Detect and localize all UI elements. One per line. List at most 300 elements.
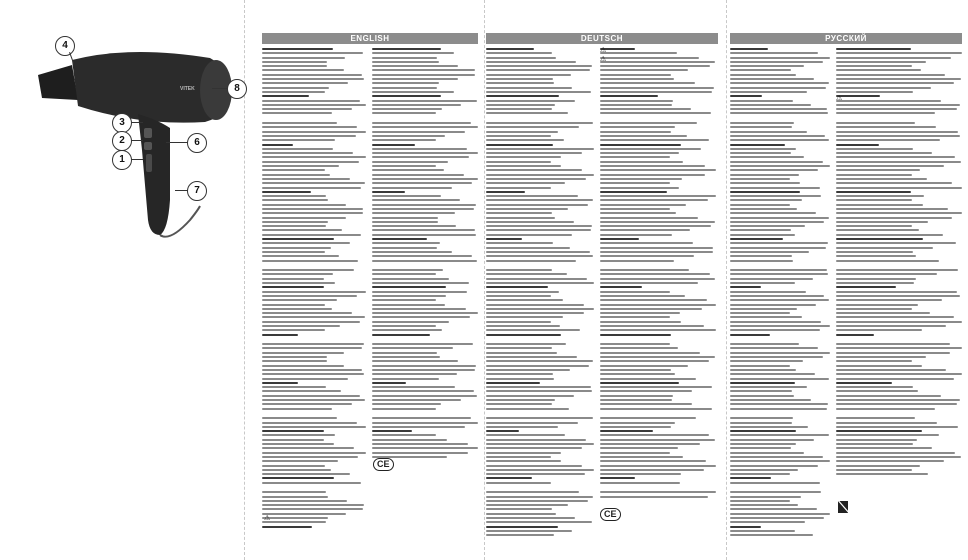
text-line bbox=[486, 273, 567, 275]
text-line bbox=[600, 178, 682, 180]
english-col-2 bbox=[372, 48, 478, 458]
text-line bbox=[486, 126, 579, 128]
text-line bbox=[262, 135, 356, 137]
text-line bbox=[836, 447, 932, 449]
text-line bbox=[486, 57, 556, 59]
text-line bbox=[262, 234, 361, 236]
text-line bbox=[262, 347, 362, 349]
text-line bbox=[836, 347, 962, 349]
text-line bbox=[262, 74, 362, 76]
text-line bbox=[730, 477, 771, 479]
text-line bbox=[372, 208, 474, 210]
text-line bbox=[836, 255, 916, 257]
text-line bbox=[486, 504, 568, 506]
text-line bbox=[730, 238, 783, 240]
text-line bbox=[600, 78, 674, 80]
text-line bbox=[836, 91, 913, 93]
text-line bbox=[600, 386, 712, 388]
text-line bbox=[486, 304, 584, 306]
text-line bbox=[372, 217, 438, 219]
text-line bbox=[836, 386, 913, 388]
text-line bbox=[486, 122, 593, 124]
warning-icon: ⚠ bbox=[600, 47, 607, 54]
text-line bbox=[730, 403, 828, 405]
text-line bbox=[486, 204, 588, 206]
text-line bbox=[730, 504, 798, 506]
text-line bbox=[262, 156, 366, 158]
text-line bbox=[372, 195, 441, 197]
text-line bbox=[836, 422, 937, 424]
text-line bbox=[730, 108, 827, 110]
text-line bbox=[600, 373, 675, 375]
text-line bbox=[372, 87, 437, 89]
leader-7 bbox=[175, 190, 188, 191]
text-line bbox=[486, 352, 557, 354]
text-line bbox=[262, 108, 352, 110]
text-line bbox=[836, 325, 946, 327]
text-line bbox=[836, 199, 912, 201]
text-line bbox=[262, 126, 357, 128]
text-line bbox=[486, 48, 534, 50]
text-line bbox=[600, 477, 635, 479]
text-line bbox=[262, 152, 353, 154]
text-line bbox=[372, 152, 478, 154]
text-line bbox=[600, 395, 673, 397]
text-line bbox=[486, 286, 548, 288]
text-line bbox=[600, 439, 715, 441]
text-line bbox=[836, 382, 892, 384]
text-line bbox=[262, 144, 293, 146]
text-line bbox=[730, 135, 825, 137]
text-line bbox=[486, 69, 590, 71]
text-line bbox=[730, 452, 804, 454]
text-line bbox=[486, 100, 575, 102]
text-line bbox=[486, 477, 532, 479]
text-line bbox=[486, 104, 555, 106]
leader-1 bbox=[131, 159, 143, 160]
text-line bbox=[836, 456, 961, 458]
text-line bbox=[836, 104, 960, 106]
text-line bbox=[836, 238, 923, 240]
text-line bbox=[486, 152, 582, 154]
text-line bbox=[730, 131, 807, 133]
text-line bbox=[600, 473, 681, 475]
text-line bbox=[836, 452, 955, 454]
text-line bbox=[730, 439, 814, 441]
text-line bbox=[730, 382, 795, 384]
text-line bbox=[262, 496, 328, 498]
text-line bbox=[836, 191, 911, 193]
warning-icon: ⚠ bbox=[836, 95, 843, 102]
text-line bbox=[730, 347, 818, 349]
text-line bbox=[262, 139, 335, 141]
text-line bbox=[600, 295, 685, 297]
text-line bbox=[262, 486, 366, 489]
text-line bbox=[600, 135, 687, 137]
text-line bbox=[262, 417, 337, 419]
text-line bbox=[372, 178, 478, 180]
text-line bbox=[836, 312, 930, 314]
text-line bbox=[600, 260, 674, 262]
text-line bbox=[372, 131, 465, 133]
text-line bbox=[262, 299, 337, 301]
text-line bbox=[600, 82, 695, 84]
text-line bbox=[486, 343, 566, 345]
text-line bbox=[486, 426, 558, 428]
text-line bbox=[600, 382, 679, 384]
text-line bbox=[600, 312, 680, 314]
text-line bbox=[600, 486, 716, 489]
text-line bbox=[730, 242, 828, 244]
text-line bbox=[836, 161, 961, 163]
text-line bbox=[730, 295, 824, 297]
text-line bbox=[836, 148, 913, 150]
text-line bbox=[486, 530, 572, 532]
text-line bbox=[372, 269, 443, 271]
text-line bbox=[262, 69, 344, 71]
text-line bbox=[730, 291, 806, 293]
text-line bbox=[836, 247, 933, 249]
text-line bbox=[372, 321, 449, 323]
text-line bbox=[372, 304, 445, 306]
text-line bbox=[262, 352, 344, 354]
text-line bbox=[262, 104, 366, 106]
text-line bbox=[262, 369, 362, 371]
text-line bbox=[600, 195, 716, 197]
text-line bbox=[730, 408, 827, 410]
text-line bbox=[262, 469, 331, 471]
text-line bbox=[730, 247, 826, 249]
text-line bbox=[730, 229, 791, 231]
text-line bbox=[372, 452, 468, 454]
text-line bbox=[600, 365, 688, 367]
text-line bbox=[262, 430, 324, 432]
text-line bbox=[486, 260, 576, 262]
text-line bbox=[486, 112, 568, 114]
text-line bbox=[372, 135, 445, 137]
text-line bbox=[486, 74, 571, 76]
text-line bbox=[836, 78, 961, 80]
text-line bbox=[486, 365, 589, 367]
text-line bbox=[730, 165, 830, 167]
text-line bbox=[486, 390, 592, 392]
text-line bbox=[730, 122, 794, 124]
text-line bbox=[372, 278, 449, 280]
text-line bbox=[486, 108, 552, 110]
text-line bbox=[262, 182, 365, 184]
text-line bbox=[600, 199, 708, 201]
text-line bbox=[600, 251, 713, 253]
text-line bbox=[730, 169, 818, 171]
text-line bbox=[600, 338, 716, 341]
text-line bbox=[262, 395, 360, 397]
text-line bbox=[486, 291, 559, 293]
text-line bbox=[730, 57, 830, 59]
text-line bbox=[262, 452, 366, 454]
text-line bbox=[486, 165, 561, 167]
text-line bbox=[486, 117, 594, 120]
text-line bbox=[730, 225, 805, 227]
text-line bbox=[836, 242, 956, 244]
text-line bbox=[730, 491, 821, 493]
text-line bbox=[372, 204, 476, 206]
text-line bbox=[730, 312, 790, 314]
text-line bbox=[836, 465, 920, 467]
text-line bbox=[486, 65, 592, 67]
text-line bbox=[730, 156, 804, 158]
text-line bbox=[372, 312, 478, 314]
text-line bbox=[600, 238, 639, 240]
text-line bbox=[486, 148, 594, 150]
text-line bbox=[372, 399, 461, 401]
text-line bbox=[372, 251, 452, 253]
text-line bbox=[836, 139, 940, 141]
text-line bbox=[486, 91, 591, 93]
text-line bbox=[486, 161, 551, 163]
text-line bbox=[262, 195, 326, 197]
text-line bbox=[600, 469, 704, 471]
text-line bbox=[836, 321, 962, 323]
text-line bbox=[486, 251, 590, 253]
text-line bbox=[730, 373, 815, 375]
text-line bbox=[600, 52, 677, 54]
text-line bbox=[262, 221, 328, 223]
text-line bbox=[730, 426, 808, 428]
text-line bbox=[836, 229, 919, 231]
text-line bbox=[262, 325, 340, 327]
text-line bbox=[262, 212, 363, 214]
text-line bbox=[486, 521, 592, 523]
text-line bbox=[836, 443, 913, 445]
text-line bbox=[730, 199, 802, 201]
text-line bbox=[730, 260, 793, 262]
text-line bbox=[600, 412, 716, 415]
text-line bbox=[600, 152, 679, 154]
text-line bbox=[262, 191, 311, 193]
text-line bbox=[836, 369, 946, 371]
text-line bbox=[730, 513, 830, 515]
text-line bbox=[372, 126, 478, 128]
text-line bbox=[486, 456, 551, 458]
text-line bbox=[486, 469, 594, 471]
text-line bbox=[836, 395, 941, 397]
text-line bbox=[372, 264, 478, 267]
text-line bbox=[372, 65, 458, 67]
text-line bbox=[836, 399, 960, 401]
text-line bbox=[486, 465, 582, 467]
text-line bbox=[486, 534, 554, 536]
text-line bbox=[600, 321, 681, 323]
text-line bbox=[262, 426, 366, 428]
text-line bbox=[262, 312, 352, 314]
text-line bbox=[372, 229, 475, 231]
text-line bbox=[486, 182, 565, 184]
text-line bbox=[730, 234, 795, 236]
text-line bbox=[262, 273, 333, 275]
text-line bbox=[372, 255, 472, 257]
text-line bbox=[262, 100, 360, 102]
text-line bbox=[372, 386, 455, 388]
text-line bbox=[372, 378, 439, 380]
text-line bbox=[372, 100, 477, 102]
fold-line-3 bbox=[726, 0, 727, 560]
text-line bbox=[600, 87, 714, 89]
text-line bbox=[372, 447, 478, 449]
text-line bbox=[372, 221, 438, 223]
text-line bbox=[262, 291, 366, 293]
warning-icon: ⚠ bbox=[600, 56, 607, 63]
text-line bbox=[730, 308, 797, 310]
text-line bbox=[486, 217, 555, 219]
russian-col-2 bbox=[836, 48, 962, 478]
text-line bbox=[730, 152, 791, 154]
text-line bbox=[730, 500, 790, 502]
text-line bbox=[836, 299, 942, 301]
text-line bbox=[730, 517, 824, 519]
text-line bbox=[486, 312, 584, 314]
text-line bbox=[836, 131, 958, 133]
text-line bbox=[600, 496, 708, 498]
text-line bbox=[730, 395, 794, 397]
text-line bbox=[730, 430, 796, 432]
text-line bbox=[486, 412, 594, 415]
text-line bbox=[600, 208, 670, 210]
text-line bbox=[600, 390, 692, 392]
text-line bbox=[262, 434, 335, 436]
text-line bbox=[262, 382, 298, 384]
text-line bbox=[836, 195, 924, 197]
text-line bbox=[262, 513, 346, 515]
text-line bbox=[262, 255, 339, 257]
russian-header: РУССКИЙ bbox=[730, 33, 962, 44]
text-line bbox=[486, 299, 563, 301]
text-line bbox=[486, 264, 594, 267]
text-line bbox=[730, 526, 761, 528]
text-line bbox=[486, 229, 591, 231]
text-line bbox=[836, 460, 944, 462]
text-line bbox=[486, 195, 578, 197]
text-line bbox=[600, 403, 692, 405]
text-line bbox=[372, 347, 453, 349]
text-line bbox=[372, 443, 468, 445]
text-line bbox=[600, 104, 672, 106]
text-line bbox=[262, 57, 345, 59]
text-line bbox=[486, 316, 563, 318]
text-line bbox=[372, 329, 442, 331]
text-line bbox=[372, 308, 466, 310]
text-line bbox=[600, 352, 700, 354]
text-line bbox=[600, 316, 670, 318]
text-line bbox=[262, 161, 359, 163]
text-line bbox=[486, 238, 522, 240]
text-line bbox=[486, 282, 594, 284]
text-line bbox=[372, 91, 454, 93]
text-line bbox=[262, 251, 325, 253]
text-line bbox=[730, 329, 820, 331]
text-line bbox=[262, 217, 346, 219]
text-line bbox=[486, 373, 553, 375]
text-line bbox=[372, 78, 458, 80]
text-line bbox=[600, 221, 715, 223]
text-line bbox=[836, 135, 960, 137]
text-line bbox=[730, 356, 823, 358]
text-line bbox=[730, 178, 790, 180]
text-line bbox=[262, 112, 332, 114]
text-line bbox=[262, 356, 327, 358]
text-line bbox=[372, 343, 473, 345]
text-line bbox=[486, 403, 552, 405]
text-line bbox=[836, 439, 917, 441]
text-line bbox=[262, 264, 366, 267]
text-line bbox=[486, 369, 570, 371]
text-line bbox=[730, 286, 761, 288]
text-line bbox=[262, 508, 363, 510]
text-line bbox=[730, 204, 790, 206]
text-line bbox=[262, 282, 335, 284]
text-line bbox=[600, 234, 672, 236]
text-line bbox=[262, 278, 324, 280]
text-line bbox=[486, 443, 594, 445]
text-line bbox=[372, 108, 442, 110]
text-line bbox=[262, 482, 361, 484]
text-line bbox=[600, 334, 671, 336]
text-line bbox=[730, 117, 830, 120]
text-line bbox=[372, 434, 436, 436]
text-line bbox=[730, 316, 802, 318]
text-line bbox=[372, 148, 467, 150]
text-line bbox=[486, 408, 569, 410]
text-line bbox=[836, 356, 926, 358]
text-line bbox=[836, 126, 936, 128]
text-line bbox=[372, 282, 469, 284]
text-line bbox=[372, 403, 441, 405]
text-line bbox=[730, 195, 821, 197]
text-line bbox=[262, 308, 332, 310]
text-line bbox=[372, 199, 460, 201]
text-line bbox=[262, 87, 329, 89]
text-line bbox=[836, 286, 896, 288]
text-line bbox=[836, 178, 927, 180]
text-line bbox=[262, 443, 334, 445]
text-line bbox=[486, 386, 591, 388]
text-line bbox=[486, 95, 559, 97]
callout-8: 8 bbox=[227, 79, 247, 99]
text-line bbox=[372, 352, 437, 354]
text-line bbox=[372, 165, 436, 167]
text-line bbox=[600, 378, 696, 380]
text-line bbox=[262, 477, 334, 479]
text-line bbox=[262, 61, 327, 63]
text-line bbox=[730, 365, 790, 367]
text-line bbox=[486, 347, 552, 349]
text-line bbox=[836, 156, 955, 158]
text-line bbox=[730, 473, 790, 475]
leader-3 bbox=[131, 122, 143, 123]
text-line bbox=[730, 48, 768, 50]
text-line bbox=[372, 182, 472, 184]
text-line bbox=[836, 390, 918, 392]
text-line bbox=[730, 443, 796, 445]
text-line bbox=[262, 390, 341, 392]
text-line bbox=[372, 430, 412, 432]
text-line bbox=[730, 469, 798, 471]
text-line bbox=[836, 182, 952, 184]
text-line bbox=[486, 434, 565, 436]
text-line bbox=[486, 87, 572, 89]
text-line bbox=[262, 473, 350, 475]
text-line bbox=[262, 295, 357, 297]
text-line bbox=[262, 403, 352, 405]
